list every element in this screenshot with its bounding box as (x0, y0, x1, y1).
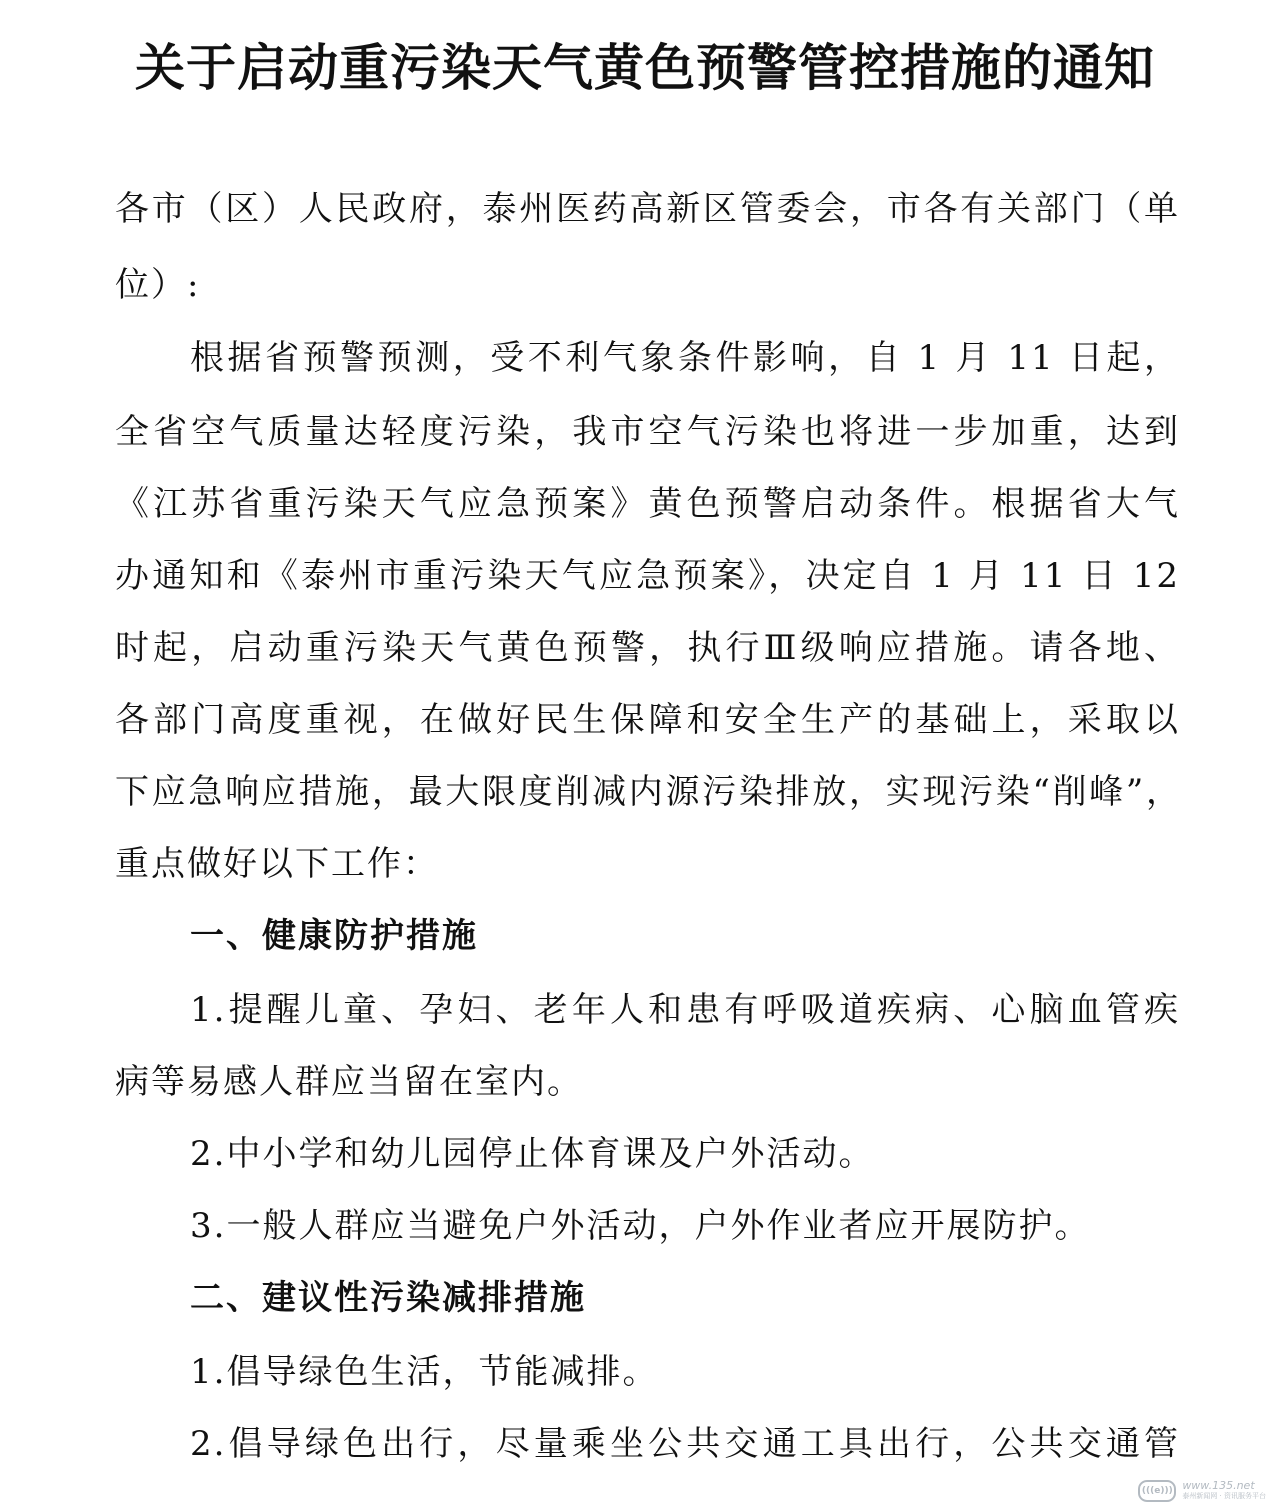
paragraph-line: 全省空气质量达轻度污染，我市空气污染也将进一步加重，达到 (115, 412, 1180, 452)
list-item: 1.倡导绿色生活，节能减排。 (190, 1352, 659, 1392)
paragraph-line: 办通知和《泰州市重污染天气应急预案》，决定自 1 月 11 日 12 (115, 556, 1180, 596)
section-heading-health: 一、健康防护措施 (190, 916, 478, 956)
section-heading-emission: 二、建议性污染减排措施 (190, 1278, 586, 1318)
watermark (1138, 1480, 1266, 1502)
paragraph-line: 根据省预警预测，受不利气象条件影响，自 1 月 11 日起， (190, 338, 1180, 378)
list-item-continuation: 病等易感人群应当留在室内。 (115, 1062, 583, 1102)
paragraph-line: 《江苏省重污染天气应急预案》黄色预警启动条件。根据省大气 (115, 484, 1180, 524)
paragraph-line: 各部门高度重视，在做好民生保障和安全生产的基础上，采取以 (115, 700, 1180, 740)
watermark-text (1182, 1480, 1266, 1502)
list-item: 2.中小学和幼儿园停止体育课及户外活动。 (190, 1134, 875, 1174)
watermark-logo-icon: (((e))) (1138, 1480, 1176, 1502)
document-title: 关于启动重污染天气黄色预警管控措施的通知 (135, 39, 1155, 97)
list-item: 3.一般人群应当避免户外活动，户外作业者应开展防护。 (190, 1206, 1091, 1246)
paragraph-line: 时起，启动重污染天气黄色预警，执行Ⅲ级响应措施。请各地、 (115, 628, 1180, 668)
paragraph-line: 重点做好以下工作： (115, 844, 439, 884)
list-item: 2.倡导绿色出行，尽量乘坐公共交通工具出行，公共交通管 (190, 1424, 1180, 1464)
salutation-line-2: 位）: (115, 265, 201, 305)
salutation-line-1: 各市（区）人民政府，泰州医药高新区管委会，市各有关部门（单 (115, 189, 1180, 229)
paragraph-line: 下应急响应措施，最大限度削减内源污染排放，实现污染“削峰”， (115, 772, 1180, 812)
watermark-url: www.135.net (1182, 1479, 1255, 1492)
watermark-subtext: 泰州新闻网 · 资讯服务平台 (1182, 1492, 1266, 1500)
list-item: 1.提醒儿童、孕妇、老年人和患有呼吸道疾病、心脑血管疾 (190, 990, 1180, 1030)
